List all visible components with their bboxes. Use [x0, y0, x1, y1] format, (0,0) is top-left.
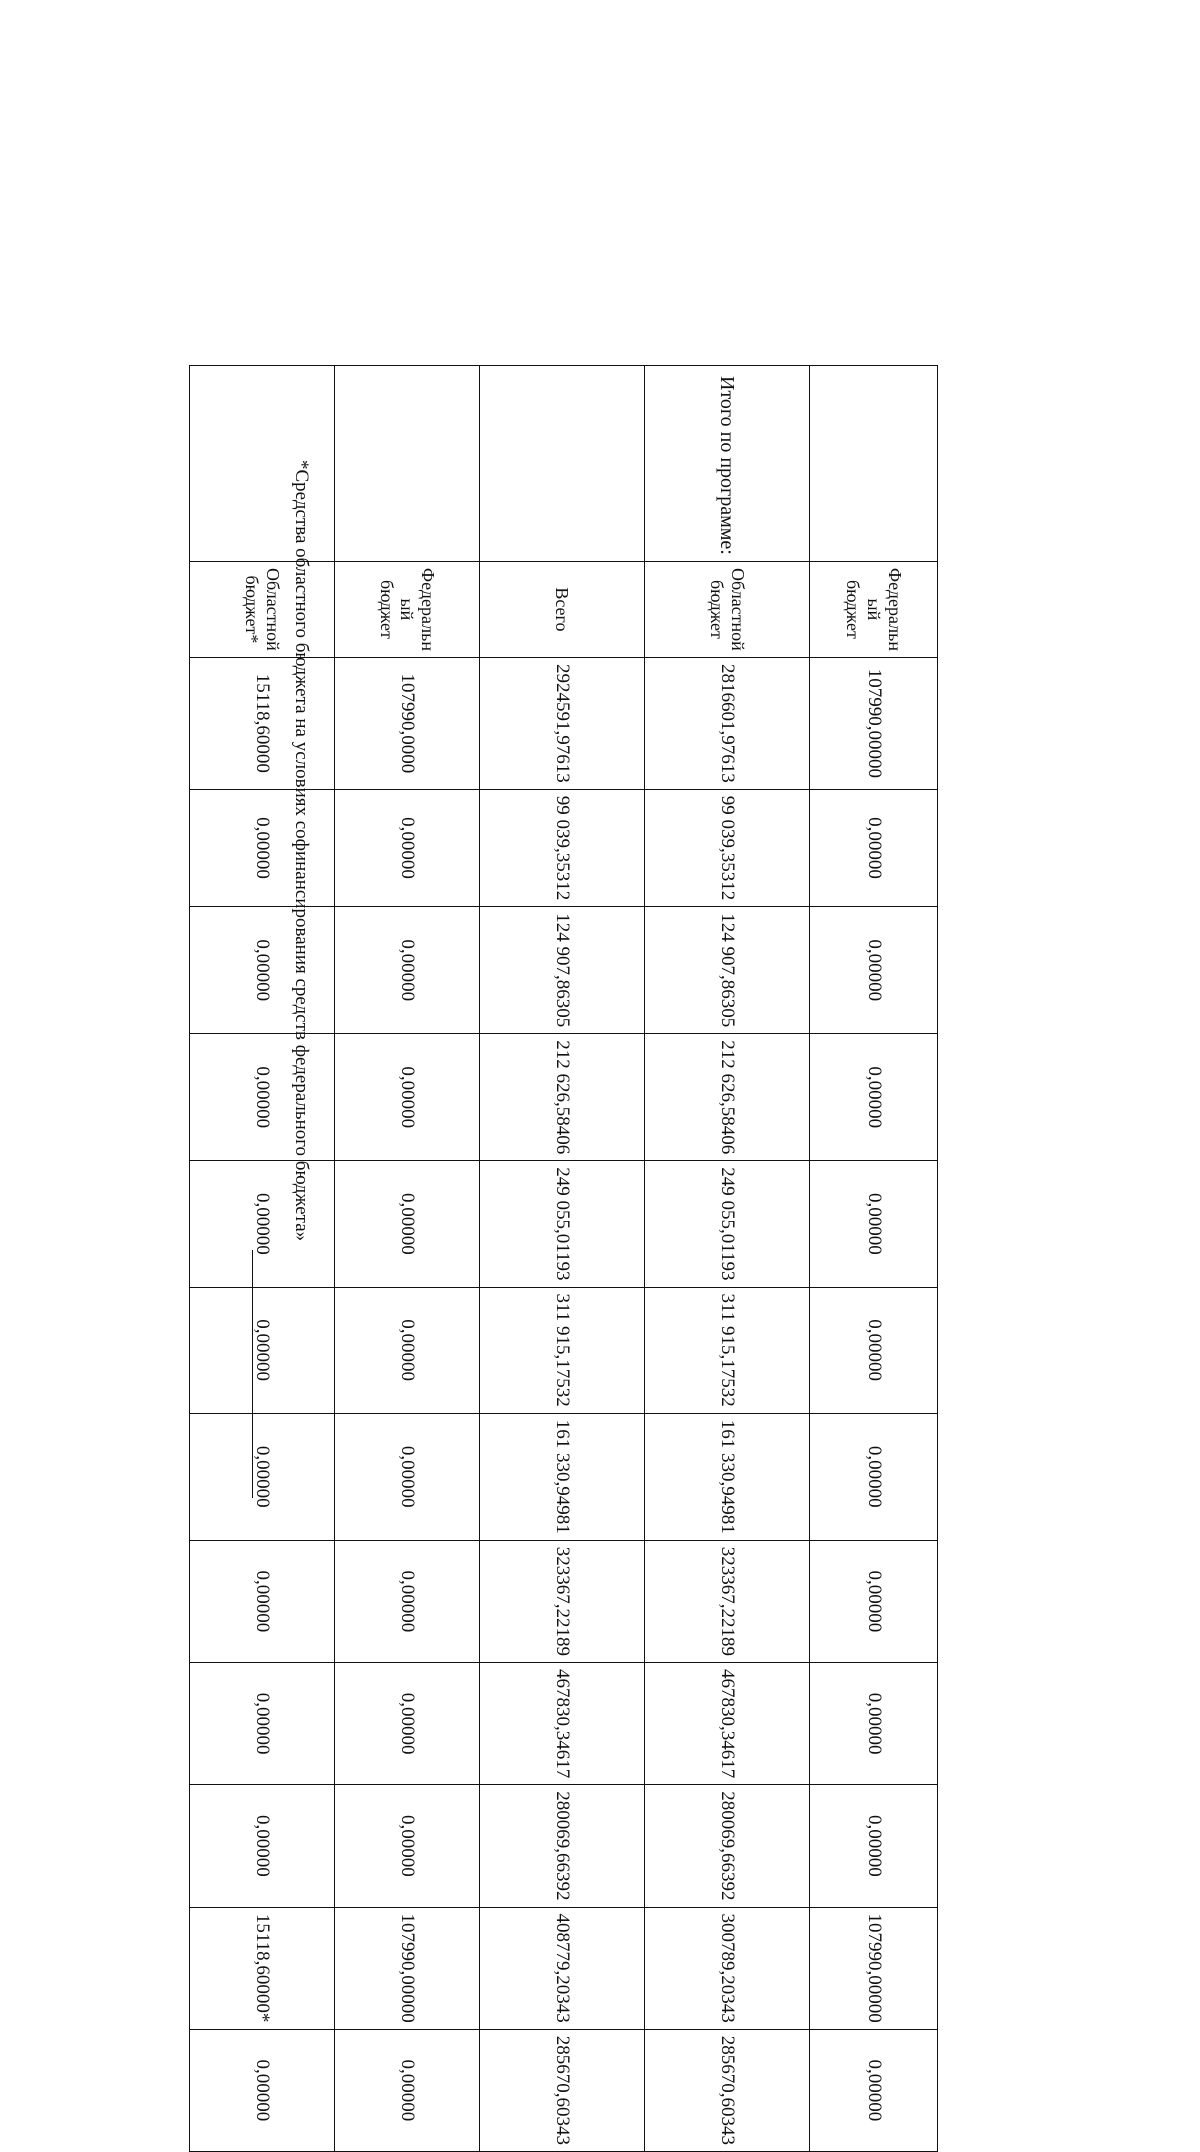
value-cell: 124 907,86305 — [480, 907, 645, 1034]
value-cell: 0,00000 — [190, 2029, 335, 2151]
value-cell: 249 055,01193 — [480, 1161, 645, 1287]
table-row — [190, 366, 335, 2152]
value-cell: 124 907,86305 — [645, 907, 810, 1034]
table-row — [480, 366, 645, 2152]
value-cell: 285670,60343 — [480, 2029, 645, 2151]
value-cell: 0,00000 — [335, 789, 480, 907]
value-cell: 0,00000 — [335, 2029, 480, 2151]
value-cell: 300789,20343 — [645, 1907, 810, 2029]
value-cell: 212 626,58406 — [645, 1034, 810, 1161]
value-cell: 323367,22189 — [645, 1540, 810, 1662]
row-label — [480, 366, 645, 562]
row-label — [190, 366, 335, 562]
row-label — [810, 366, 938, 562]
value-cell: 285670,60343 — [645, 2029, 810, 2151]
value-cell: 311 915,17532 — [480, 1287, 645, 1413]
budget-source-cell: Областной бюджет — [645, 561, 810, 657]
value-cell: 0,00000 — [190, 1161, 335, 1287]
budget-source-cell: Областной бюджет* — [190, 561, 335, 657]
budget-source-cell: Всего — [480, 561, 645, 657]
value-cell: 0,00000 — [335, 1663, 480, 1785]
value-cell: 0,00000 — [335, 1287, 480, 1413]
budget-source-cell: Федеральн ый бюджет — [810, 561, 938, 657]
value-cell: 0,00000 — [190, 1540, 335, 1662]
value-cell: 249 055,01193 — [645, 1161, 810, 1287]
value-cell: 0,00000 — [190, 1034, 335, 1161]
value-cell: 0,00000 — [190, 789, 335, 907]
value-cell: 161 330,94981 — [480, 1413, 645, 1540]
value-cell: 0,00000 — [810, 1540, 938, 1662]
table-row — [810, 366, 938, 2152]
value-cell: 0,00000 — [810, 1663, 938, 1785]
value-cell: 107990,0000 — [335, 657, 480, 789]
row-label — [335, 366, 480, 562]
value-cell: 99 039,35312 — [480, 789, 645, 907]
value-cell: 0,00000 — [335, 1413, 480, 1540]
budget-source-cell: Федеральн ый бюджет — [335, 561, 480, 657]
value-cell: 0,00000 — [190, 1663, 335, 1785]
value-cell: 0,00000 — [810, 907, 938, 1034]
value-cell: 99 039,35312 — [645, 789, 810, 907]
value-cell: 0,00000 — [190, 1413, 335, 1540]
value-cell: 408779,20343 — [480, 1907, 645, 2029]
value-cell: 0,00000 — [810, 1287, 938, 1413]
value-cell: 2924591,97613 — [480, 657, 645, 789]
value-cell: 107990,00000 — [335, 1907, 480, 2029]
value-cell: 0,00000 — [190, 1287, 335, 1413]
value-cell: 467830,34617 — [645, 1663, 810, 1785]
value-cell: 0,00000 — [335, 1785, 480, 1907]
value-cell: 0,00000 — [810, 1034, 938, 1161]
value-cell: 0,00000 — [190, 1785, 335, 1907]
value-cell: 107990,00000 — [810, 1907, 938, 2029]
value-cell: 0,00000 — [335, 1034, 480, 1161]
value-cell: 280069,66392 — [480, 1785, 645, 1907]
value-cell: 0,00000 — [810, 1413, 938, 1540]
value-cell: 0,00000 — [190, 907, 335, 1034]
table-row — [645, 366, 810, 2152]
row-label: Итого по программе: — [645, 366, 810, 562]
value-cell: 161 330,94981 — [645, 1413, 810, 1540]
value-cell: 0,00000 — [335, 907, 480, 1034]
value-cell: 15118,60000 — [190, 657, 335, 789]
value-cell: 311 915,17532 — [645, 1287, 810, 1413]
value-cell: 280069,66392 — [645, 1785, 810, 1907]
value-cell: 0,00000 — [810, 1785, 938, 1907]
value-cell: 0,00000 — [810, 2029, 938, 2151]
value-cell: 323367,22189 — [480, 1540, 645, 1662]
value-cell: 0,00000 — [335, 1540, 480, 1662]
value-cell: 107990,00000 — [810, 657, 938, 789]
value-cell: 0,00000 — [810, 1161, 938, 1287]
value-cell: 467830,34617 — [480, 1663, 645, 1785]
value-cell: 15118,60000* — [190, 1907, 335, 2029]
signature-rule — [252, 1250, 253, 1498]
footnote: *Средства областного бюджета на условиях софинансирования средств федерального бюджета» — [291, 460, 312, 1242]
value-cell: 0,00000 — [335, 1161, 480, 1287]
value-cell: 0,00000 — [810, 789, 938, 907]
value-cell: 212 626,58406 — [480, 1034, 645, 1161]
value-cell: 2816601,97613 — [645, 657, 810, 789]
table-row — [335, 366, 480, 2152]
